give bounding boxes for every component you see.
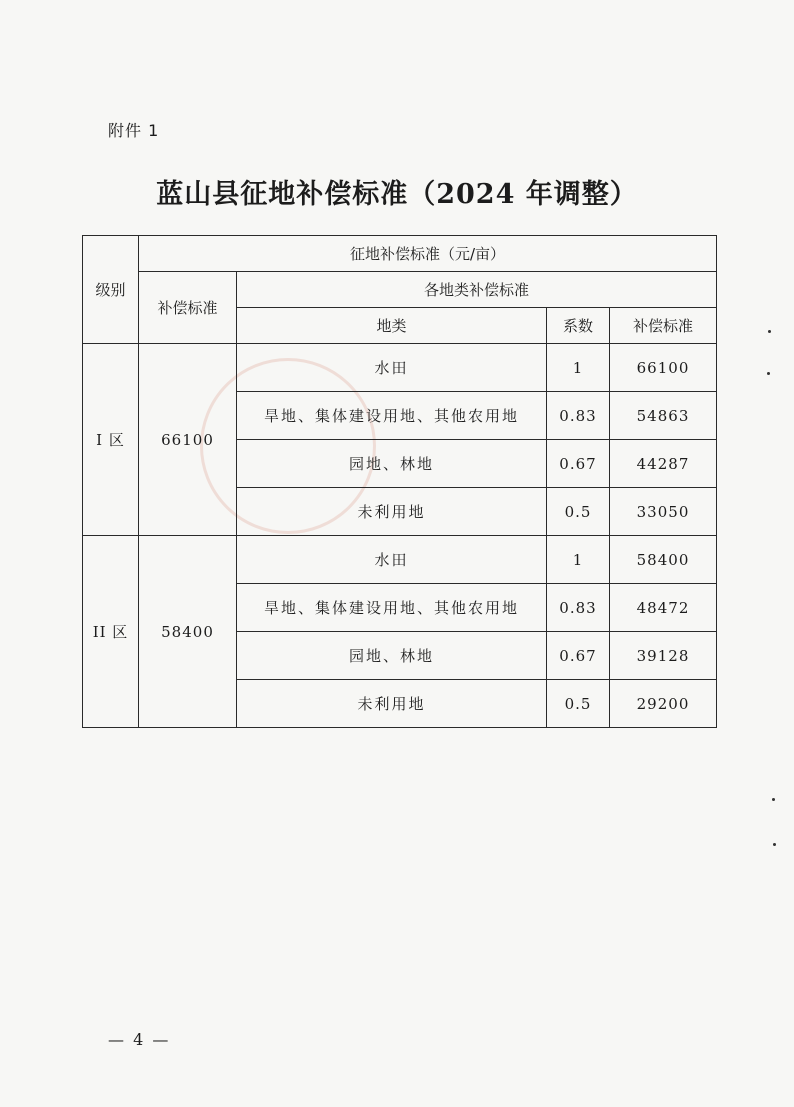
land-type-cell: 水田 xyxy=(237,344,547,392)
land-type-header: 地类 xyxy=(237,308,547,344)
category-standard-header: 补偿标准 xyxy=(610,308,717,344)
scan-speck xyxy=(767,372,770,375)
amount-cell: 44287 xyxy=(610,440,717,488)
amount-cell: 66100 xyxy=(610,344,717,392)
coefficient-header: 系数 xyxy=(547,308,610,344)
annex-label: 附件 1 xyxy=(108,121,160,140)
coefficient-cell: 0.67 xyxy=(547,440,610,488)
amount-cell: 58400 xyxy=(610,536,717,584)
scan-speck xyxy=(772,798,775,801)
table-header-row xyxy=(83,272,717,308)
amount-cell: 33050 xyxy=(610,488,717,536)
scan-speck xyxy=(768,330,771,333)
coefficient-cell: 0.67 xyxy=(547,632,610,680)
zone-standard: 66100 xyxy=(139,344,237,536)
land-type-cell: 园地、林地 xyxy=(237,440,547,488)
coefficient-cell: 1 xyxy=(547,344,610,392)
scan-speck xyxy=(773,843,776,846)
amount-cell: 48472 xyxy=(610,584,717,632)
zone-label: II 区 xyxy=(83,536,139,728)
main-header: 征地补偿标准（元/亩） xyxy=(139,236,717,272)
coefficient-cell: 1 xyxy=(547,536,610,584)
table-row xyxy=(83,536,717,584)
standard-header: 补偿标准 xyxy=(139,272,237,344)
amount-cell: 54863 xyxy=(610,392,717,440)
grade-header: 级别 xyxy=(83,236,139,344)
coefficient-cell: 0.5 xyxy=(547,488,610,536)
document-title: 蓝山县征地补偿标准（2024 年调整） xyxy=(156,179,638,210)
land-type-cell: 旱地、集体建设用地、其他农用地 xyxy=(237,392,547,440)
table-row xyxy=(83,344,717,392)
amount-cell: 29200 xyxy=(610,680,717,728)
category-group-header: 各地类补偿标准 xyxy=(237,272,717,308)
compensation-table xyxy=(82,235,717,728)
coefficient-cell: 0.83 xyxy=(547,584,610,632)
land-type-cell: 旱地、集体建设用地、其他农用地 xyxy=(237,584,547,632)
land-type-cell: 园地、林地 xyxy=(237,632,547,680)
land-type-cell: 未利用地 xyxy=(237,488,547,536)
zone-standard: 58400 xyxy=(139,536,237,728)
table-header-row xyxy=(83,236,717,272)
amount-cell: 39128 xyxy=(610,632,717,680)
coefficient-cell: 0.83 xyxy=(547,392,610,440)
coefficient-cell: 0.5 xyxy=(547,680,610,728)
page-number: — 4 — xyxy=(108,1030,171,1049)
land-type-cell: 未利用地 xyxy=(237,680,547,728)
land-type-cell: 水田 xyxy=(237,536,547,584)
zone-label: I 区 xyxy=(83,344,139,536)
